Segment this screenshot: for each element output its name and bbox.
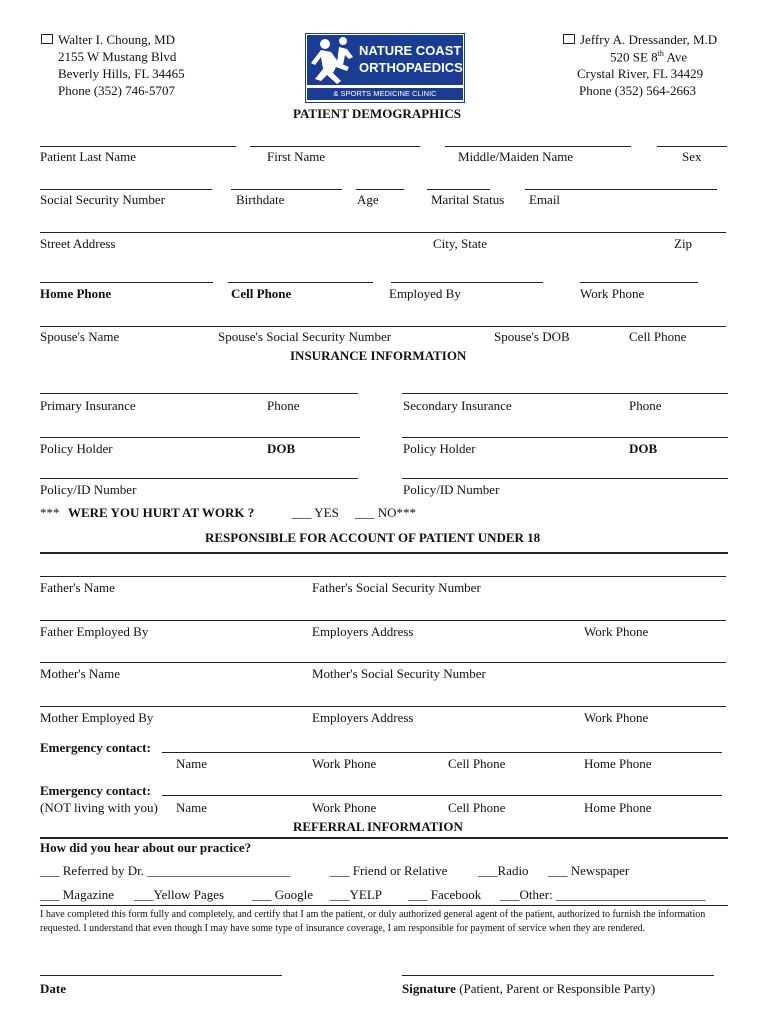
middle-name-label: Middle/Maiden Name xyxy=(458,149,574,164)
doctor-left-phone: Phone (352) 746-5707 xyxy=(58,83,175,98)
doctor-right-name: Jeffry A. Dressander, M.D xyxy=(580,32,718,47)
father-employer-field[interactable] xyxy=(40,620,726,621)
referral-question: How did you hear about our practice? xyxy=(40,840,252,855)
father-field[interactable] xyxy=(40,576,726,577)
marital-label: Marital Status xyxy=(431,192,505,207)
mother-work-phone-label: Work Phone xyxy=(584,710,649,725)
mother-employed-label: Mother Employed By xyxy=(40,710,154,725)
logo-line2: ORTHOPAEDICS xyxy=(359,60,463,75)
logo-line1: NATURE COAST xyxy=(359,43,462,58)
spouse-field[interactable] xyxy=(40,326,726,327)
certification-text: I have completed this form fully and completely, and certify that I am the patient, or duly authorized general agent of the patient, authorized to furnish the information requested. I understand that even though I may have some type of insurance coverage, I am responsible for payment of service when they are rendered. xyxy=(40,909,706,934)
first-name-field[interactable] xyxy=(250,146,420,147)
doctor-right-phone: Phone (352) 564-2663 xyxy=(579,83,696,98)
section-divider xyxy=(40,552,728,554)
primary-phone-label: Phone xyxy=(267,398,300,413)
patient-last-name-label: Patient Last Name xyxy=(40,149,137,164)
first-name-label: First Name xyxy=(267,149,326,164)
emergency-1-home: Home Phone xyxy=(584,756,652,771)
page-title: PATIENT DEMOGRAPHICS xyxy=(293,106,461,121)
dob-2-label: DOB xyxy=(629,441,658,456)
insurance-title: INSURANCE INFORMATION xyxy=(290,348,467,363)
policy-id-2-field[interactable] xyxy=(402,478,728,479)
spouse-ssn-label: Spouse's Social Security Number xyxy=(218,329,392,344)
spouse-cell-label: Cell Phone xyxy=(629,329,687,344)
referral-divider xyxy=(40,837,728,839)
cell-phone-label: Cell Phone xyxy=(231,286,292,301)
dressander-checkbox[interactable] xyxy=(563,34,575,44)
dob-1-label: DOB xyxy=(267,441,296,456)
magazine-option[interactable]: ___ Magazine xyxy=(40,887,115,902)
runner-icon xyxy=(309,35,357,85)
policy-id-2-label: Policy/ID Number xyxy=(403,482,500,497)
emergency-1-cell: Cell Phone xyxy=(448,756,506,771)
doctor-left-city: Beverly Hills, FL 34465 xyxy=(58,66,185,81)
policy-holder-1-label: Policy Holder xyxy=(40,441,113,456)
mother-employer-address-label: Employers Address xyxy=(312,710,414,725)
spouse-name-label: Spouse's Name xyxy=(40,329,120,344)
work-injury-yes[interactable]: ___ YES xyxy=(292,505,339,520)
cell-phone-field[interactable] xyxy=(228,282,373,283)
policy-holder-2-field[interactable] xyxy=(402,437,728,438)
middle-name-field[interactable] xyxy=(445,146,631,147)
facebook-option[interactable]: ___ Facebook xyxy=(408,887,482,902)
emergency-2-home: Home Phone xyxy=(584,800,652,815)
date-label: Date xyxy=(40,981,66,996)
city-state-label: City, State xyxy=(433,236,488,251)
doctor-left-name: Walter I. Choung, MD xyxy=(58,32,176,47)
referral-title: REFERRAL INFORMATION xyxy=(293,819,463,834)
signature-label: Signature (Patient, Parent or Responsible Party) xyxy=(402,981,656,996)
emergency-1-label: Emergency contact: xyxy=(40,740,151,755)
certify-divider xyxy=(40,905,728,906)
emergency-1-work: Work Phone xyxy=(312,756,377,771)
work-injury-stars: *** xyxy=(40,505,60,520)
policy-id-1-field[interactable] xyxy=(40,478,358,479)
emergency-2-cell: Cell Phone xyxy=(448,800,506,815)
employed-by-field[interactable] xyxy=(391,282,543,283)
email-field[interactable] xyxy=(525,189,717,190)
street-address-field[interactable] xyxy=(40,232,726,233)
street-label: Street Address xyxy=(40,236,116,251)
mother-ssn-label: Mother's Social Security Number xyxy=(312,666,486,681)
sex-label: Sex xyxy=(682,149,702,164)
friend-option[interactable]: ___ Friend or Relative xyxy=(330,863,448,878)
emergency-2-field[interactable] xyxy=(162,795,722,796)
yelp-option[interactable]: ___YELP xyxy=(330,887,382,902)
policy-holder-2-label: Policy Holder xyxy=(403,441,476,456)
ssn-label: Social Security Number xyxy=(40,192,165,207)
policy-holder-1-field[interactable] xyxy=(40,437,360,438)
doctor-right-street: 520 SE 8th Ave xyxy=(610,49,688,65)
google-option[interactable]: ___ Google xyxy=(252,887,314,902)
other-option[interactable]: ___Other: _______________________ xyxy=(500,887,706,902)
marital-field[interactable] xyxy=(427,189,490,190)
sex-field[interactable] xyxy=(657,146,727,147)
primary-insurance-field[interactable] xyxy=(40,393,358,394)
emergency-1-name: Name xyxy=(176,756,208,771)
policy-id-1-label: Policy/ID Number xyxy=(40,482,137,497)
radio-option[interactable]: ___Radio xyxy=(478,863,529,878)
mother-employer-field[interactable] xyxy=(40,706,726,707)
doctor-right-city: Crystal River, FL 34429 xyxy=(577,66,704,81)
father-ssn-label: Father's Social Security Number xyxy=(312,580,481,595)
zip-label: Zip xyxy=(674,236,693,251)
patient-last-name-field[interactable] xyxy=(40,146,236,147)
work-injury-no[interactable]: ___ NO*** xyxy=(355,505,417,520)
doctor-left-street: 2155 W Mustang Blvd xyxy=(58,49,177,64)
birthdate-label: Birthdate xyxy=(236,192,285,207)
choung-checkbox[interactable] xyxy=(41,34,53,44)
work-phone-field[interactable] xyxy=(580,282,698,283)
emergency-2-name: Name xyxy=(176,800,208,815)
ssn-field[interactable] xyxy=(40,189,212,190)
emergency-1-field[interactable] xyxy=(162,752,722,753)
spouse-dob-label: Spouse's DOB xyxy=(494,329,570,344)
email-label: Email xyxy=(529,192,561,207)
employed-by-label: Employed By xyxy=(389,286,461,301)
signature-field[interactable] xyxy=(402,975,714,976)
referred-by-dr-option[interactable]: ___ Referred by Dr. ______________________ xyxy=(40,863,291,878)
father-work-phone-label: Work Phone xyxy=(584,624,649,639)
age-label: Age xyxy=(357,192,379,207)
secondary-insurance-field[interactable] xyxy=(402,393,728,394)
father-name-label: Father's Name xyxy=(40,580,115,595)
primary-insurance-label: Primary Insurance xyxy=(40,398,136,413)
logo-line3: & SPORTS MEDICINE CLINIC xyxy=(307,88,463,100)
responsible-title: RESPONSIBLE FOR ACCOUNT OF PATIENT UNDER 18 xyxy=(205,530,541,545)
birthdate-field[interactable] xyxy=(231,189,342,190)
mother-name-label: Mother's Name xyxy=(40,666,120,681)
father-employed-label: Father Employed By xyxy=(40,624,149,639)
emergency-2-work: Work Phone xyxy=(312,800,377,815)
emergency-2-label: Emergency contact: xyxy=(40,783,151,798)
emergency-2-sub: (NOT living with you) xyxy=(40,800,158,815)
work-phone-label: Work Phone xyxy=(580,286,645,301)
home-phone-field[interactable] xyxy=(40,282,213,283)
work-injury-question: WERE YOU HURT AT WORK ? xyxy=(68,505,255,520)
clinic-logo xyxy=(305,33,465,103)
yellow-pages-option[interactable]: ___Yellow Pages xyxy=(134,887,225,902)
newspaper-option[interactable]: ___ Newspaper xyxy=(548,863,630,878)
secondary-phone-label: Phone xyxy=(629,398,662,413)
home-phone-label: Home Phone xyxy=(40,286,112,301)
mother-field[interactable] xyxy=(40,662,726,663)
secondary-insurance-label: Secondary Insurance xyxy=(403,398,512,413)
date-field[interactable] xyxy=(40,975,282,976)
father-employer-address-label: Employers Address xyxy=(312,624,414,639)
age-field[interactable] xyxy=(356,189,404,190)
